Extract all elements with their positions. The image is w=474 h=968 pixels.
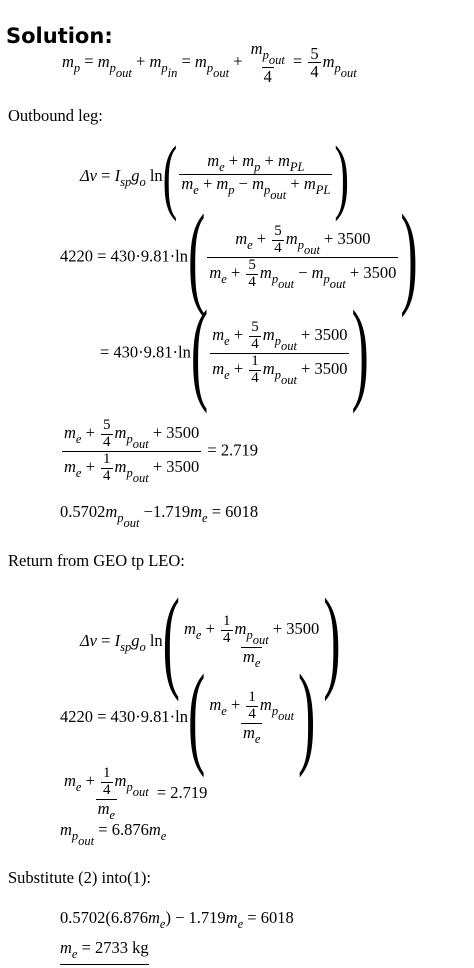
equation-return-numeric: 4220 = 430·9.81·ln( $m_e$ + $\frac{1}{4}$ $m_{p_{out}}$ $m_e$ ) — [60, 654, 316, 780]
outbound-label: Outbound leg: — [8, 106, 103, 125]
substitute-label: Substitute (2) into(1): — [8, 868, 151, 887]
equation-rocket-return: $\Delta v = I_{sp}g_o$ ln( $m_e$ + $\frac{1}{4}$ $m_{p_{out}} + 3500$ $m_e$ ) — [80, 578, 341, 704]
mp-out-coef: 6.876 — [111, 820, 149, 839]
ratio-value: 2.719 — [220, 440, 258, 460]
final-result: $m_e = 2733$ kg — [60, 938, 149, 965]
equation-outbound-simplified: = 430·9.81·ln( $m_e$ + $\frac{5}{4}$ $m_{p_{out}} + 3500$ $m_e$ + $\frac{1}{4}$ $m_{p_{out}} + 3500$ ) — [100, 289, 369, 416]
dv-value: 4220 — [60, 246, 93, 266]
g0-value: 9.81 — [140, 246, 170, 266]
return-label: Return from GEO tp LEO: — [8, 551, 185, 570]
result-value: 2733 kg — [95, 938, 149, 957]
equation-rocket-outbound: $\Delta v = I_{sp}g_o$ ln( $\frac{m_e + m_p + m_{PL}}{m_e + m_p - m_{p_{out}} + m_{PL}}$ ) — [80, 129, 349, 223]
equation-two: $m_{p_{out}} = 6.876m_e$ — [60, 820, 167, 848]
equation-substituted: $0.5702(6.876m_e) - 1.719m_e = 6018$ — [60, 908, 294, 931]
coef-out: 0.5702 — [60, 502, 106, 521]
equation-one: $0.5702m_{p_{out}} -1.719m_e = 6018$ — [60, 502, 259, 530]
solution-heading: Solution: — [6, 24, 113, 48]
equation-outbound-ratio: $m_e$ + $\frac{5}{4}$ $m_{p_{out}} + 3500$ $m_e$ + $\frac{1}{4}$ $m_{p_{out}} + 3500$ = 2.719 — [64, 417, 258, 486]
equation-propellant-split: $m_p = m_{p_{out}} + m_{p_{in}} = m_{p_{out}}$ + $\frac{m_{p_{out}}}{4}$ = $\frac{5}{4}$ $m_{p_{out}}$ — [62, 39, 357, 87]
rhs-value: 6018 — [225, 502, 259, 521]
payload-value: 3500 — [337, 229, 371, 249]
coef-e: 1.719 — [152, 502, 191, 521]
isp-value: 430 — [110, 246, 136, 266]
equation-return-ratio: $m_e$ + $\frac{1}{4}$ $m_{p_{out}}$ $m_e$ = 2.719 — [64, 765, 208, 823]
equation-outbound-numeric: 4220 = 430·9.81·ln( $m_e$ + $\frac{5}{4}$ $m_{p_{out}} + 3500$ $m_e$ + $\frac{5}{4}$ $m_{p_{out}} - m_{p_{out}} + 3500$ ) — [60, 193, 418, 320]
